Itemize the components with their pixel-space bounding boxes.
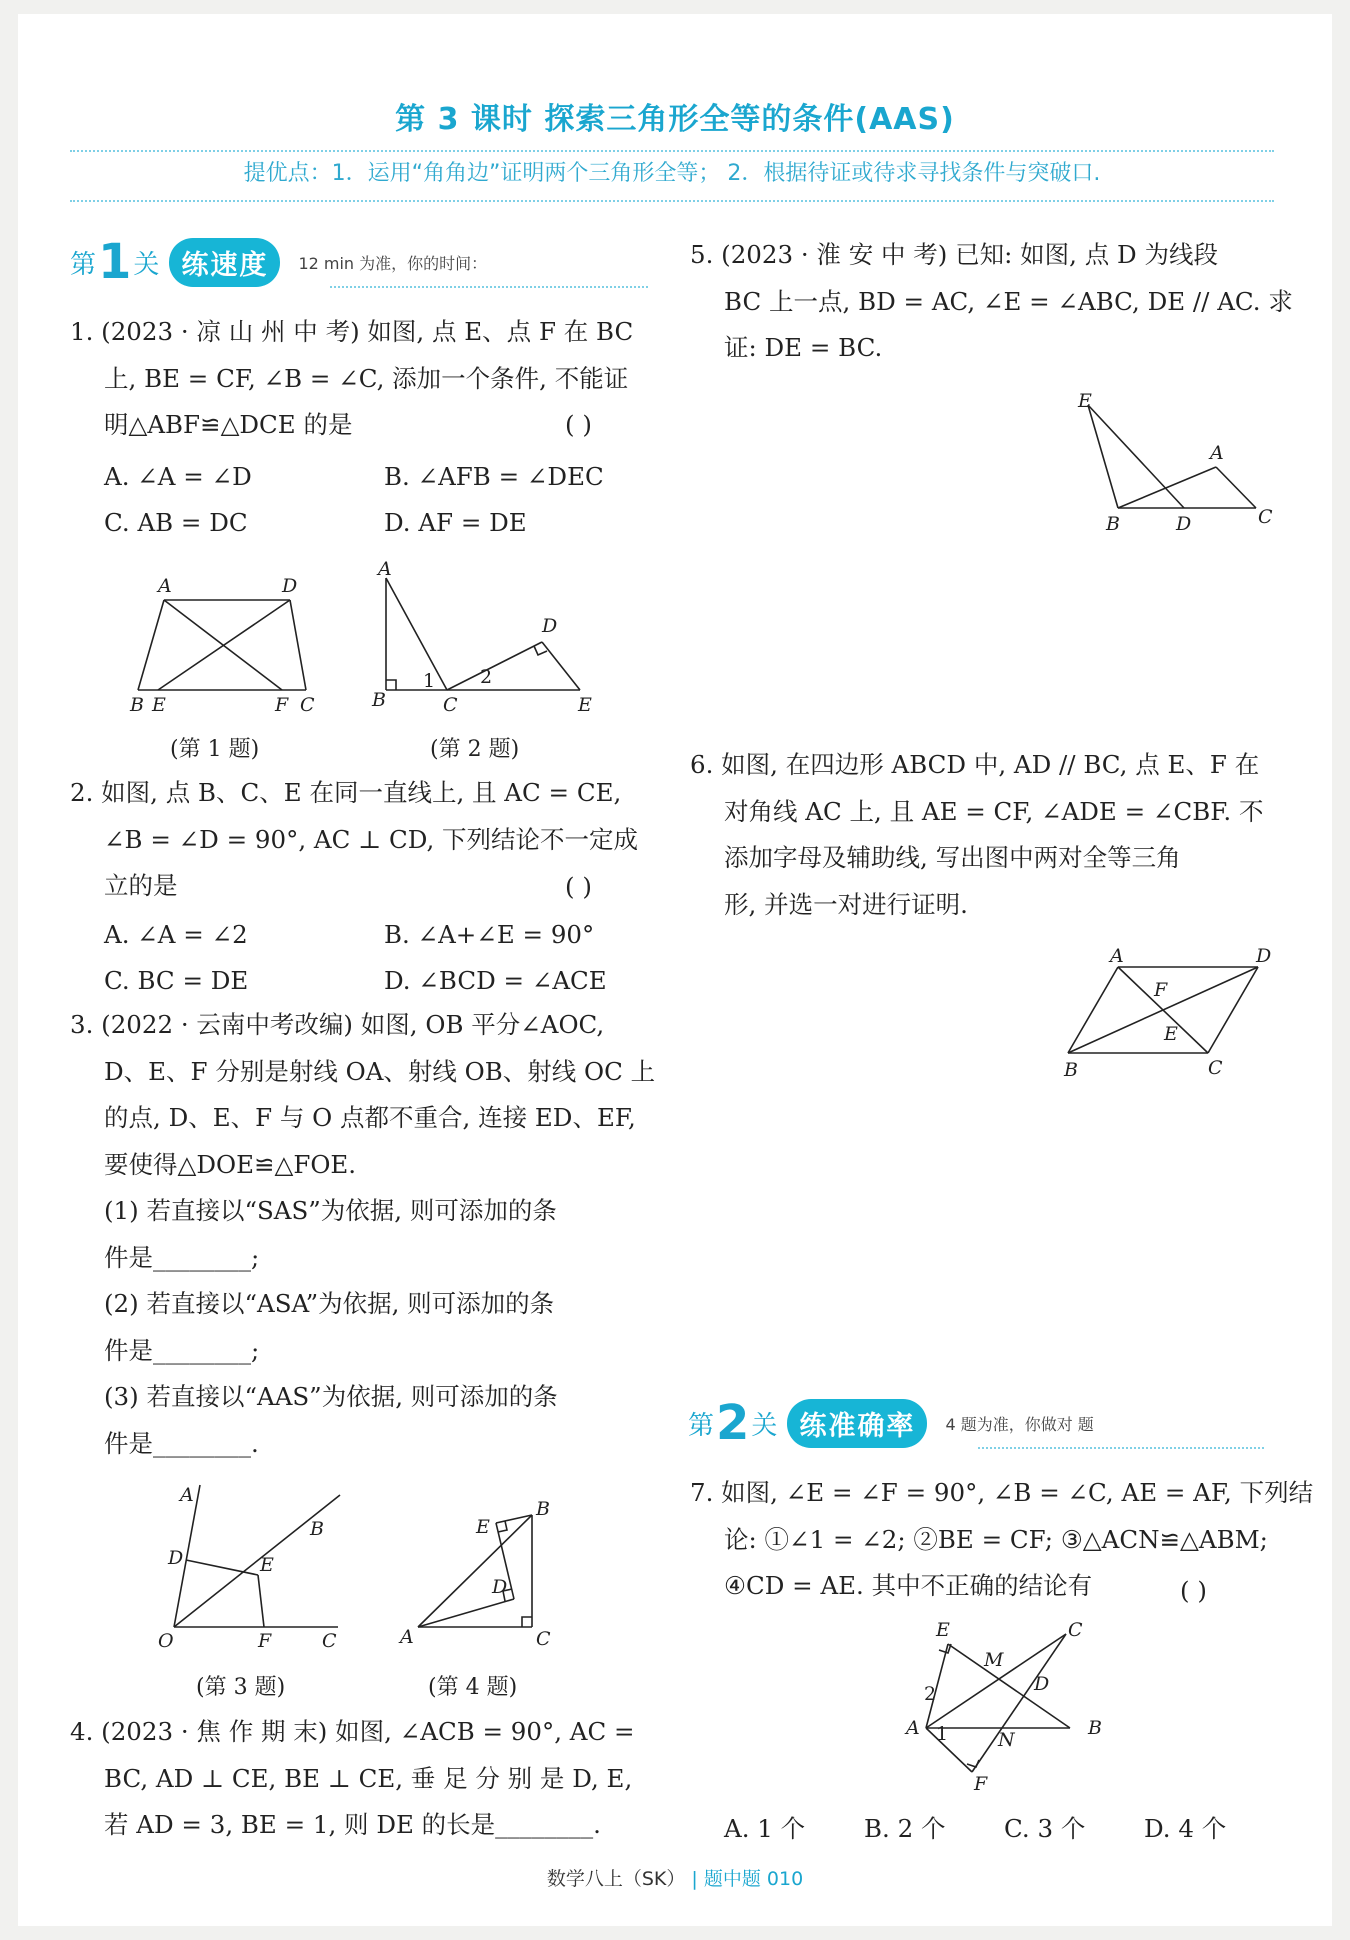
q3-line: (2) 若直接以“ASA”为依据, 则可添加的条	[104, 1289, 555, 1318]
q2-answer-bracket: ( )	[565, 872, 592, 901]
fig5-label: D	[1176, 513, 1192, 535]
q7-option-c: C. 3 个	[1004, 1814, 1086, 1843]
q1-option-a: A. ∠A = ∠D	[104, 462, 252, 491]
fig7-label: F	[974, 1773, 988, 1790]
section-1-badge: 练速度	[169, 238, 280, 287]
tips-line: 提优点：1．运用“角角边”证明两个三角形全等； 2．根据待证或待求寻找条件与突破口.	[243, 161, 1101, 186]
figure-4-caption: (第 4 题)	[428, 1675, 518, 1700]
figure-2-caption: (第 2 题)	[430, 737, 520, 762]
fig3-label: C	[322, 1630, 337, 1652]
section-2-prefix: 第	[688, 1410, 715, 1441]
q3-line: D、E、F 分别是射线 OA、射线 OB、射线 OC 上	[104, 1056, 656, 1086]
fig1-label: D	[282, 575, 298, 597]
figure-7	[880, 1620, 1120, 1790]
q7-option-b: B. 2 个	[864, 1814, 946, 1843]
fig7-angle-label: 2	[924, 1683, 937, 1705]
q7-answer-bracket: ( )	[1180, 1576, 1207, 1605]
q1-option-b: B. ∠AFB = ∠DEC	[384, 462, 604, 491]
q2-option-b: B. ∠A+∠E = 90°	[384, 920, 595, 949]
q7-option-d: D. 4 个	[1144, 1814, 1227, 1843]
q1-line: 明△ABF≌△DCE 的是	[104, 410, 353, 439]
fig7-angle-label: 1	[936, 1723, 949, 1745]
fig6-label: A	[1110, 945, 1124, 967]
fig6-label: D	[1256, 945, 1272, 967]
fig4-label: B	[536, 1498, 550, 1520]
q3-line: 件是________;	[104, 1242, 260, 1272]
figures-1-2	[120, 560, 600, 720]
section-1-prefix: 第	[70, 249, 97, 280]
q1-answer-bracket: ( )	[565, 410, 592, 439]
fig1-label: A	[158, 575, 172, 597]
fig2-angle-label: 2	[480, 666, 493, 688]
q2-line: 立的是	[104, 871, 178, 900]
question-4	[70, 1709, 655, 1849]
fig4-label: E	[476, 1516, 490, 1538]
q6-line: 对角线 AC 上, 且 AE = CF, ∠ADE = ∠CBF. 不	[724, 796, 1264, 826]
section-2-hint: 4 题为准，你做对 题	[945, 1414, 1094, 1434]
fig3-label: E	[260, 1554, 274, 1576]
fig6-label: E	[1164, 1023, 1178, 1045]
fig2-label: E	[578, 694, 592, 716]
fig7-label: C	[1068, 1620, 1083, 1641]
page-footer	[0, 1864, 1350, 1891]
fig2-label: D	[542, 615, 558, 637]
q2-line: ∠B = ∠D = 90°, AC ⊥ CD, 下列结论不一定成	[104, 824, 639, 854]
section-1-header	[70, 234, 488, 290]
figures-3-4	[150, 1475, 570, 1655]
fig1-label: E	[152, 694, 166, 716]
fig3-label: A	[180, 1484, 194, 1506]
q6-line: 形, 并选一对进行证明.	[724, 889, 968, 919]
section-2-arrow-line	[978, 1447, 1264, 1449]
fig6-label: B	[1064, 1059, 1078, 1081]
q5-line: 证: DE = BC.	[724, 333, 883, 362]
fig7-label: A	[906, 1717, 920, 1739]
q3-line: (3) 若直接以“AAS”为依据, 则可添加的条	[104, 1382, 558, 1411]
fig7-label: N	[998, 1729, 1015, 1751]
footer-page-number: 题中题 010	[703, 1868, 804, 1890]
q7-line: 论: ①∠1 = ∠2; ②BE = CF; ③△ACN≌△ABM;	[724, 1524, 1268, 1554]
fig7-label: B	[1088, 1717, 1102, 1739]
q5-line: BC 上一点, BD = AC, ∠E = ∠ABC, DE // AC. 求	[724, 286, 1293, 316]
figure-3	[158, 1484, 340, 1652]
q3-line: (1) 若直接以“SAS”为依据, 则可添加的条	[104, 1196, 557, 1225]
page-title: 第 3 课时 探索三角形全等的条件(AAS)	[395, 102, 955, 137]
figure-4	[398, 1498, 551, 1650]
q2-option-a: A. ∠A = ∠2	[104, 920, 248, 949]
divider-bottom	[70, 200, 1274, 202]
q3-line: 件是________;	[104, 1335, 260, 1365]
section-1-hint: 12 min 为准，你的时间：	[298, 253, 488, 273]
fig5-label: C	[1258, 506, 1273, 528]
fig3-label: D	[168, 1547, 184, 1569]
footer-subject: 数学八上（SK）	[546, 1868, 686, 1890]
q7-line: ④CD = AE. 其中不正确的结论有	[724, 1571, 1093, 1600]
q1-option-c: C. AB = DC	[104, 508, 248, 537]
fig1-label: F	[275, 694, 289, 716]
q4-line: 若 AD = 3, BE = 1, 则 DE 的长是________.	[104, 1810, 601, 1839]
q1-option-d: D. AF = DE	[384, 508, 527, 537]
question-6	[690, 742, 1290, 928]
question-3	[70, 1002, 655, 1467]
fig3-label: O	[158, 1630, 174, 1652]
fig6-label: F	[1154, 979, 1168, 1001]
figure-5	[1070, 385, 1290, 545]
fig1-label: B	[130, 694, 144, 716]
section-1-suffix: 关	[133, 249, 160, 280]
figure-1-caption: (第 1 题)	[170, 737, 260, 762]
fig2-label: A	[378, 560, 392, 580]
q7-line: 7. 如图, ∠E = ∠F = 90°, ∠B = ∠C, AE = AF, 下列结	[690, 1478, 1314, 1507]
fig2-label: C	[443, 694, 458, 716]
figure-1	[129, 575, 315, 716]
fig7-label: M	[984, 1649, 1004, 1671]
section-2-badge: 练准确率	[787, 1399, 927, 1448]
section-2-header	[688, 1395, 1094, 1451]
q3-line: 的点, D、E、F 与 O 点都不重合, 连接 ED、EF,	[104, 1103, 636, 1132]
fig3-label: B	[310, 1518, 324, 1540]
fig2-angle-label: 1	[423, 670, 436, 692]
q1-line: 上, BE = CF, ∠B = ∠C, 添加一个条件, 不能证	[104, 363, 629, 393]
fig7-label: D	[1034, 1673, 1050, 1695]
section-1-arrow-line	[330, 286, 648, 288]
q3-line: 要使得△DOE≌△FOE.	[104, 1149, 357, 1179]
figure-3-caption: (第 3 题)	[196, 1675, 286, 1700]
section-2-suffix: 关	[751, 1410, 778, 1441]
q2-line: 2. 如图, 点 B、C、E 在同一直线上, 且 AC = CE,	[70, 778, 622, 807]
q5-line: 5. (2023 · 淮 安 中 考) 已知: 如图, 点 D 为线段	[690, 240, 1218, 269]
fig4-label: A	[400, 1626, 414, 1648]
q6-line: 添加字母及辅助线, 写出图中两对全等三角	[724, 843, 1181, 872]
footer-separator: |	[691, 1868, 698, 1890]
q2-option-d: D. ∠BCD = ∠ACE	[384, 966, 607, 995]
question-5	[690, 232, 1293, 372]
section-2-number: 2	[716, 1395, 750, 1451]
q7-option-a: A. 1 个	[724, 1814, 806, 1843]
q4-line: 4. (2023 · 焦 作 期 末) 如图, ∠ACB = 90°, AC =	[70, 1717, 635, 1746]
fig3-label: F	[258, 1630, 272, 1652]
fig4-label: D	[492, 1576, 508, 1598]
figure-6	[1050, 940, 1290, 1090]
fig4-label: C	[536, 1628, 551, 1650]
fig5-label: B	[1106, 513, 1120, 535]
q3-line: 3. (2022 · 云南中考改编) 如图, OB 平分∠AOC,	[70, 1010, 605, 1039]
q2-option-c: C. BC = DE	[104, 966, 249, 995]
figure-2	[371, 560, 592, 716]
q6-line: 6. 如图, 在四边形 ABCD 中, AD // BC, 点 E、F 在	[690, 750, 1260, 779]
section-1-number: 1	[98, 234, 132, 290]
q3-line: 件是________.	[104, 1428, 259, 1458]
fig1-label: C	[300, 694, 315, 716]
fig5-label: A	[1210, 442, 1224, 464]
fig2-label: B	[372, 689, 386, 711]
q1-line: 1. (2023 · 凉 山 州 中 考) 如图, 点 E、点 F 在 BC	[70, 317, 634, 346]
q4-line: BC, AD ⊥ CE, BE ⊥ CE, 垂 足 分 别 是 D, E,	[104, 1763, 633, 1793]
fig6-label: C	[1208, 1057, 1223, 1079]
fig7-label: E	[936, 1620, 950, 1641]
fig5-label: E	[1078, 390, 1092, 412]
divider-top	[70, 150, 1274, 152]
